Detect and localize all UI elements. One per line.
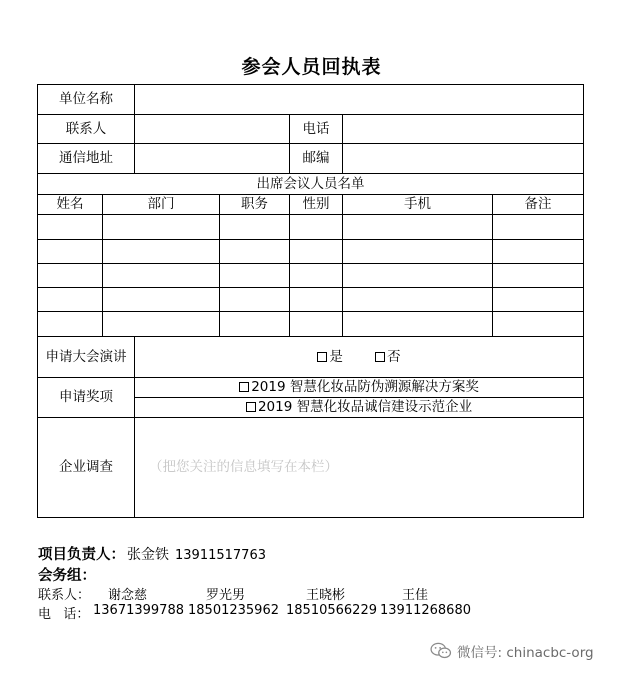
- checkbox-icon[interactable]: [239, 382, 249, 392]
- attendee-cell[interactable]: [103, 240, 220, 264]
- project-lead-label: 项目负责人：: [38, 547, 125, 563]
- checkbox-icon[interactable]: [317, 352, 327, 362]
- attendee-cell[interactable]: [493, 215, 584, 240]
- attendee-cell[interactable]: [290, 312, 343, 337]
- project-lead-phone: 13911517763: [175, 548, 266, 563]
- form-title: 参会人员回执表: [241, 56, 382, 78]
- attendee-cell[interactable]: [343, 312, 493, 337]
- postcode-label: 邮编: [290, 144, 343, 174]
- unit-name-label: 单位名称: [38, 85, 135, 115]
- attendee-cell[interactable]: [38, 215, 103, 240]
- attendee-cell[interactable]: [103, 215, 220, 240]
- attendee-cell[interactable]: [290, 288, 343, 312]
- speech-no-option[interactable]: [375, 349, 401, 365]
- attendee-cell[interactable]: [38, 312, 103, 337]
- attendee-cell[interactable]: [493, 240, 584, 264]
- contact-phone: 18501235962: [188, 603, 279, 618]
- address-field[interactable]: [135, 144, 290, 174]
- attendee-cell[interactable]: [290, 264, 343, 288]
- speech-yes-label: 是: [329, 348, 343, 365]
- attendee-cell[interactable]: [220, 240, 290, 264]
- attendee-cell[interactable]: [38, 288, 103, 312]
- survey-field[interactable]: [135, 418, 584, 518]
- column-position: 职务: [220, 195, 290, 215]
- column-name: 姓名: [38, 195, 103, 215]
- contact-label: 联系人: [38, 115, 135, 144]
- column-remarks: 备注: [493, 195, 584, 215]
- survey-label: 企业调查: [38, 418, 135, 518]
- checkbox-icon[interactable]: [375, 352, 385, 362]
- attendees-header: 出席会议人员名单: [38, 174, 584, 195]
- award-option-2[interactable]: [135, 398, 584, 418]
- contact-name: 王晓彬: [306, 588, 346, 603]
- attendee-cell[interactable]: [220, 264, 290, 288]
- unit-name-field[interactable]: [135, 85, 584, 115]
- registration-form: [37, 84, 584, 518]
- contact-name: 谢念慈: [108, 588, 148, 603]
- attendee-columns-row: [38, 195, 584, 215]
- attendee-cell[interactable]: [493, 288, 584, 312]
- phone-field[interactable]: [343, 115, 584, 144]
- contact-name: 王佳: [402, 588, 429, 603]
- survey-placeholder: （把您关注的信息填写在本栏）: [149, 459, 338, 476]
- speech-options: [135, 337, 584, 378]
- speech-label: 申请大会演讲: [38, 337, 135, 378]
- attendee-row: [38, 288, 584, 312]
- speech-yes-option[interactable]: [317, 349, 343, 365]
- attendee-row: [38, 312, 584, 337]
- attendee-cell[interactable]: [103, 312, 220, 337]
- checkbox-icon[interactable]: [246, 402, 256, 412]
- contacts-label: 联系人：: [38, 588, 91, 603]
- award-option-1[interactable]: [135, 378, 584, 398]
- attendee-cell[interactable]: [343, 288, 493, 312]
- contact-footer: [38, 543, 608, 622]
- attendee-cell[interactable]: [103, 288, 220, 312]
- column-mobile: 手机: [343, 195, 493, 215]
- column-gender: 性别: [290, 195, 343, 215]
- attendee-cell[interactable]: [38, 240, 103, 264]
- attendee-cell[interactable]: [493, 312, 584, 337]
- service-group-label: 会务组：: [38, 568, 96, 584]
- attendee-cell[interactable]: [103, 264, 220, 288]
- speech-no-label: 否: [387, 348, 401, 365]
- contact-field[interactable]: [135, 115, 290, 144]
- attendee-row: [38, 264, 584, 288]
- contact-phone: 13911268680: [380, 603, 471, 618]
- contact-phone: 18510566229: [286, 603, 377, 618]
- attendee-cell[interactable]: [290, 240, 343, 264]
- contact-name: 罗光男: [206, 588, 246, 603]
- attendee-cell[interactable]: [343, 264, 493, 288]
- attendee-row: [38, 215, 584, 240]
- project-lead-name: 张金铁: [127, 547, 169, 563]
- attendee-row: [38, 240, 584, 264]
- phone-label: 电话: [290, 115, 343, 144]
- award-label: 申请奖项: [38, 378, 135, 418]
- postcode-field[interactable]: [343, 144, 584, 174]
- attendee-cell[interactable]: [220, 312, 290, 337]
- attendee-cell[interactable]: [343, 215, 493, 240]
- address-label: 通信地址: [38, 144, 135, 174]
- phones-label: 电 话：: [38, 607, 90, 622]
- award-option-2-label: 2019 智慧化妆品诚信建设示范企业: [257, 399, 473, 416]
- watermark-text: 微信号: chinacbc-org: [457, 645, 594, 661]
- attendee-cell[interactable]: [220, 215, 290, 240]
- attendee-cell[interactable]: [290, 215, 343, 240]
- attendee-cell[interactable]: [220, 288, 290, 312]
- column-department: 部门: [103, 195, 220, 215]
- wechat-icon: [430, 642, 452, 660]
- attendee-cell[interactable]: [493, 264, 584, 288]
- contact-phone: 13671399788: [93, 603, 184, 618]
- award-option-1-label: 2019 智慧化妆品防伪溯源解决方案奖: [251, 379, 479, 396]
- attendee-cell[interactable]: [38, 264, 103, 288]
- wechat-watermark: [430, 641, 594, 661]
- attendee-cell[interactable]: [343, 240, 493, 264]
